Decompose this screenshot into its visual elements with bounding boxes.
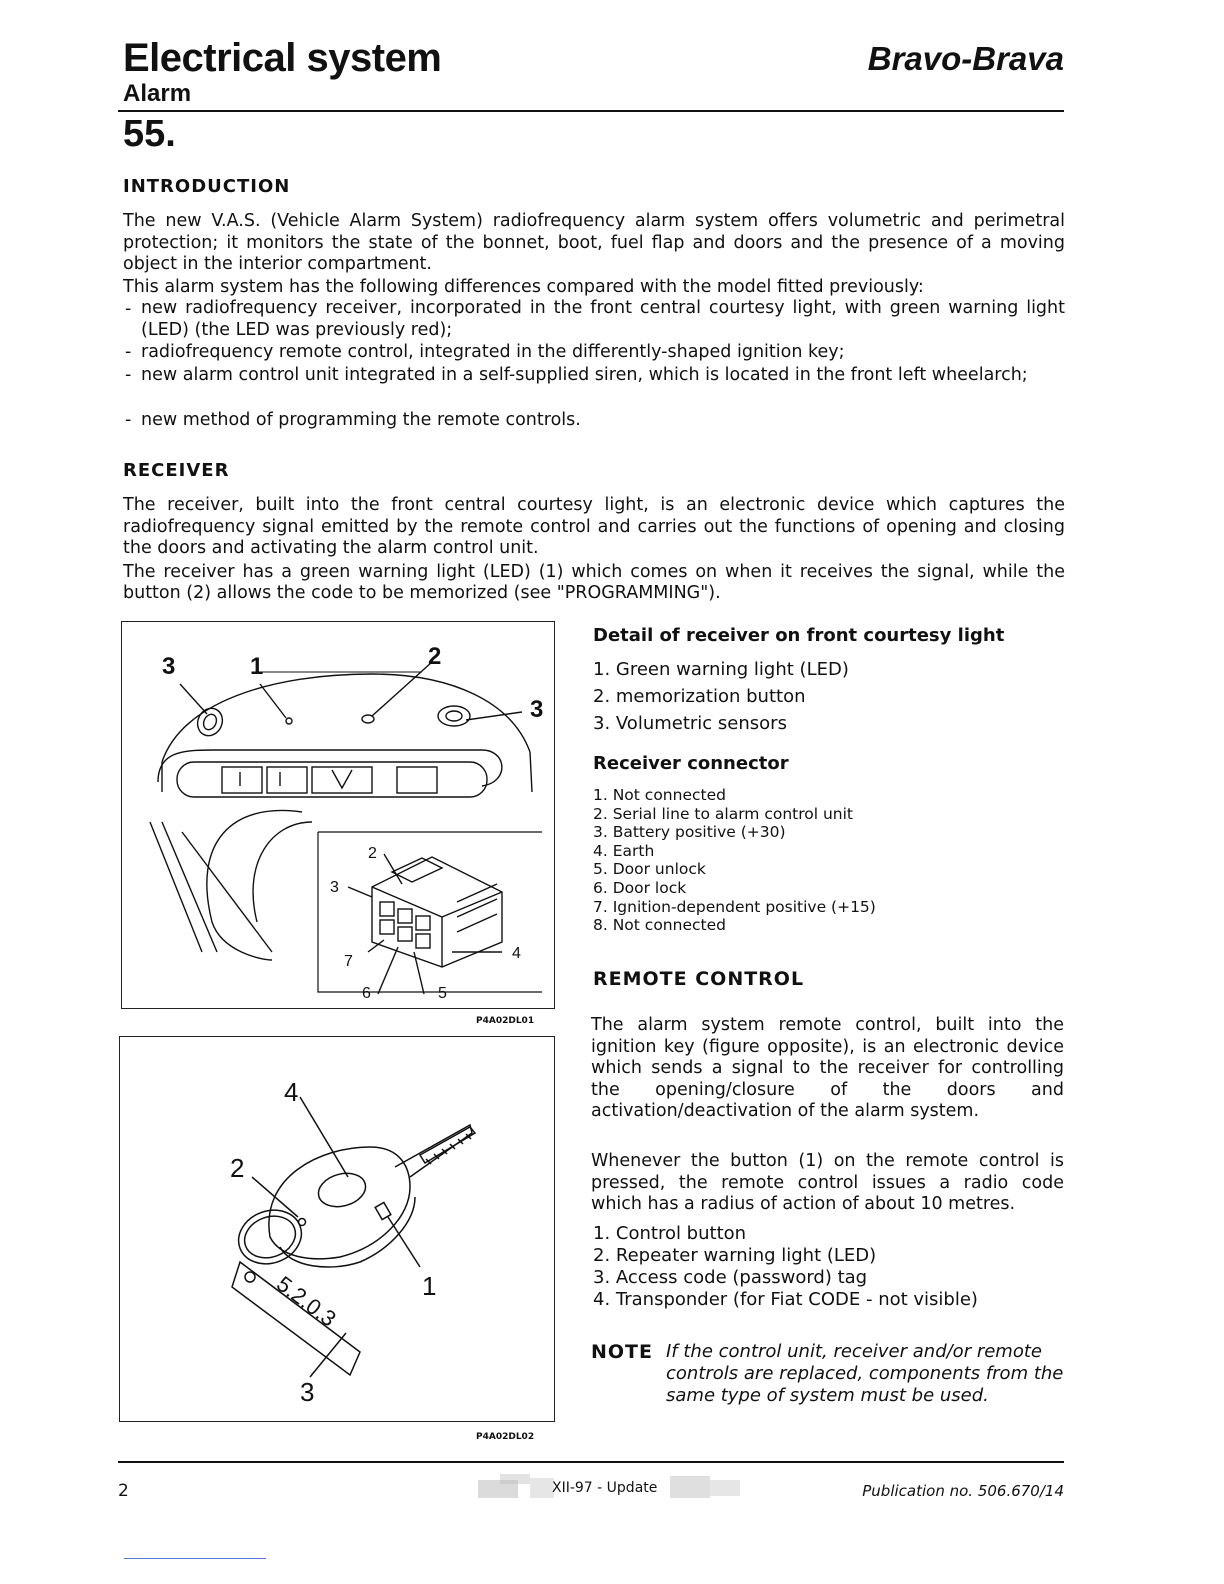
connector-label-7: 7 — [344, 953, 353, 970]
detail-heading: Detail of receiver on front courtesy light — [593, 625, 1005, 646]
list-item: 3. Volumetric sensors — [593, 713, 787, 734]
volumetric-sensor-right — [438, 706, 470, 726]
label-1: 1 — [250, 653, 264, 680]
list-item: 1. Not connected — [593, 786, 726, 804]
receiver-figure — [121, 621, 555, 1009]
introduction-body — [123, 211, 1065, 432]
courtesy-light-outline — [162, 674, 530, 762]
label-2: 2 — [428, 643, 442, 670]
label-3-left: 3 — [162, 653, 176, 680]
chapter-number: 55. — [123, 113, 176, 155]
connector-list — [593, 786, 876, 935]
connector-label-5: 5 — [438, 985, 447, 1002]
list-item: 2. memorization button — [593, 686, 806, 707]
page-number: 2 — [118, 1481, 129, 1501]
key-diagram — [120, 1037, 554, 1421]
key-label-4: 4 — [284, 1077, 299, 1107]
list-item: 4. Transponder (for Fiat CODE - not visible) — [593, 1289, 978, 1310]
connector-label-4: 4 — [512, 945, 521, 962]
key-label-1: 1 — [422, 1271, 437, 1301]
introduction-para-2: This alarm system has the following differences compared with the model fitted previously: — [123, 276, 924, 297]
receiver-heading: RECEIVER — [123, 460, 230, 481]
figure-1-code: P4A02DL01 — [476, 1016, 535, 1026]
remote-list — [593, 1223, 978, 1311]
publication-number: Publication no. 506.670/14 — [862, 1482, 1064, 1500]
note-text: If the control unit, receiver and/or remote controls are replaced, components from the same type of system must be used. — [666, 1341, 1064, 1406]
key-label-3: 3 — [300, 1377, 315, 1407]
receiver-para-2: The receiver has a green warning light (LED) (1) which comes on when it receives the signal, while the button (2) allows the code to be memorized (see "PROGRAMMING"). — [123, 561, 1065, 603]
list-item: - new radiofrequency receiver, incorporated in the front central courtesy light, with green warning light (LED) (the LED was previously red); — [125, 298, 1065, 340]
list-item: 3. Access code (password) tag — [593, 1267, 868, 1288]
note-label: NOTE — [591, 1341, 653, 1363]
brand-name: Bravo-Brava — [867, 40, 1064, 77]
introduction-para-1: The new V.A.S. (Vehicle Alarm System) radiofrequency alarm system offers volumetric and perimetral protection; it monitors the state of the bonnet, boot, fuel flap and doors and the presence of a moving object in the interior compartment. — [123, 211, 1065, 274]
list-item: 3. Battery positive (+30) — [593, 823, 786, 842]
list-item: 1. Control button — [593, 1223, 747, 1244]
label-3-right: 3 — [530, 696, 544, 723]
list-item: 1. Green warning light (LED) — [593, 659, 849, 680]
connector-label-3: 3 — [330, 879, 339, 896]
tag-code-text: 5.2.0.3 — [271, 1271, 341, 1332]
volumetric-sensor-left — [193, 704, 227, 740]
list-item: 5. Door unlock — [593, 860, 706, 879]
list-item: 6. Door lock — [593, 878, 687, 897]
control-button — [315, 1168, 370, 1211]
section-title: Electrical system — [123, 36, 442, 80]
update-stamp — [470, 1470, 760, 1506]
figure-2-code: P4A02DL02 — [476, 1432, 535, 1442]
update-text: XII-97 - Update — [552, 1480, 658, 1496]
list-item: - new method of programming the remote controls. — [125, 410, 581, 430]
footer-rule — [118, 1461, 1064, 1463]
list-item: 8. Not connected — [593, 916, 726, 935]
list-item: 2. Serial line to alarm control unit — [593, 804, 854, 823]
list-item: 4. Earth — [593, 841, 655, 860]
introduction-list — [123, 298, 1065, 432]
key-label-2: 2 — [230, 1153, 245, 1183]
receiver-connector — [372, 857, 502, 967]
led — [286, 718, 292, 724]
header-rule — [118, 110, 1064, 112]
connector-label-6: 6 — [362, 985, 371, 1002]
list-item: - new alarm control unit integrated in a self-supplied siren, which is located in the front left wheelarch; — [125, 365, 1028, 385]
key-figure — [119, 1036, 555, 1422]
list-item: 2. Repeater warning light (LED) — [593, 1245, 877, 1266]
list-item: - radiofrequency remote control, integrated in the differently-shaped ignition key; — [125, 342, 845, 362]
detail-list — [593, 656, 849, 737]
receiver-diagram — [122, 622, 554, 1008]
receiver-para-1: The receiver, built into the front central courtesy light, is an electronic device which captures the radiofrequency signal emitted by the remote control and carries out the functions of opening and closing the doors and activating the alarm control unit. — [123, 495, 1065, 558]
connector-heading: Receiver connector — [593, 753, 789, 774]
remote-para-1: The alarm system remote control, built into the ignition key (figure opposite), is an electronic device which sends a signal to the receiver for controlling the opening/closure of the doors and activation/deactivation of the alarm system. — [591, 1015, 1064, 1121]
remote-control-heading: REMOTE CONTROL — [593, 968, 805, 990]
receiver-body — [123, 495, 1065, 605]
list-item: 7. Ignition-dependent positive (+15) — [593, 897, 876, 916]
connector-label-2: 2 — [368, 845, 377, 862]
footer-link-line — [124, 1558, 266, 1559]
introduction-heading: INTRODUCTION — [123, 176, 291, 197]
remote-para-2: Whenever the button (1) on the remote control is pressed, the remote control issues a radio code which has a radius of action of about 10 metres. — [591, 1151, 1064, 1214]
section-subtitle: Alarm — [123, 80, 192, 107]
